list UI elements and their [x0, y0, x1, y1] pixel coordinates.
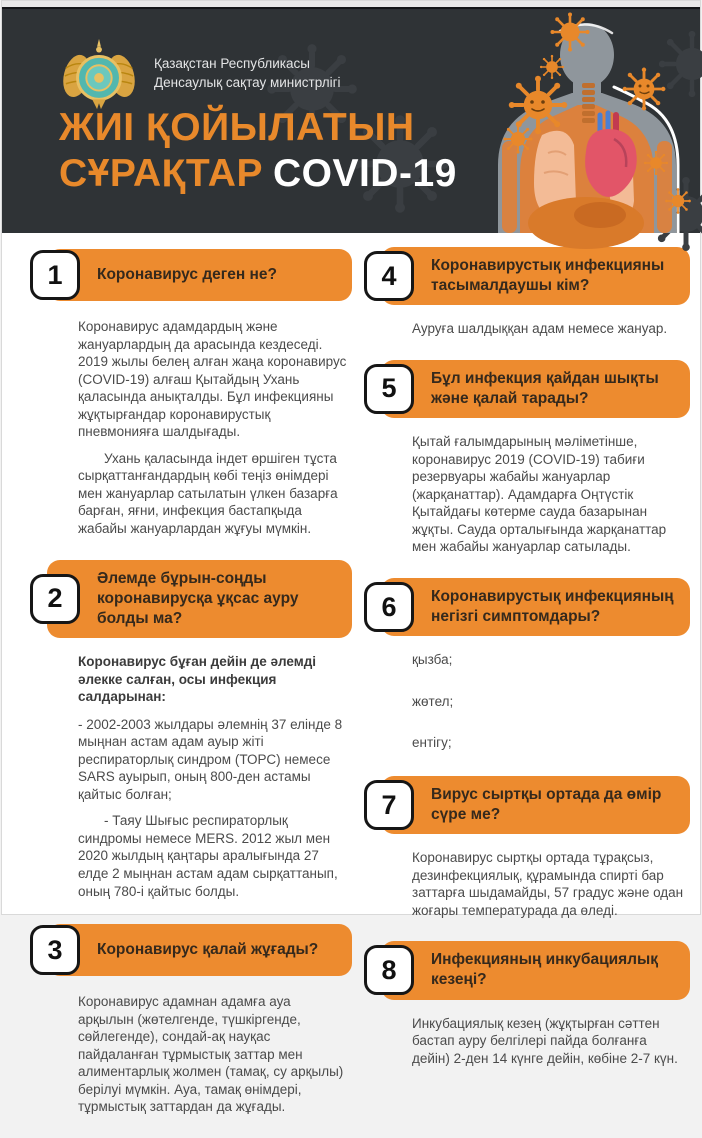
question-number: 2: [47, 583, 63, 614]
question-body: [364, 1015, 690, 1068]
left-column: [30, 247, 352, 1138]
answer-paragraph: - 2002-2003 жылдары әлемнің 37 елінде 8 мыңнан астам адам ауыр жіті респираторлық синдром (ТОРС) немесе SARS ауырып, оның 800-ден астамы қайтыс болған;: [78, 716, 343, 802]
right-column: [364, 247, 690, 1138]
question-header: [364, 776, 690, 834]
question-header: [364, 941, 690, 999]
question-section-6: [364, 578, 690, 752]
question-title: Бұл инфекция қайдан шықты және қалай тарады?: [431, 369, 659, 407]
question-body: [364, 433, 690, 556]
question-body: [364, 320, 690, 338]
question-title-bar: [381, 360, 690, 418]
question-number: 8: [381, 954, 397, 985]
answer-paragraph: Инкубациялық кезең (жұқтырған сәттен бастап ауру белгілері пайда болғанға дейін) 2-ден 14 күнге дейін, көбіне 2-7 күн.: [412, 1015, 678, 1066]
answer-paragraph: Коронавирус адамдардың және жануарлардың да арасында кездеседі. 2019 жылы белең алған жаңа коронавирус (COVID-19) алғаш Қытайдың Ухань қаласында анықталды. Бұл инфекцияны жұқтырғандар коронавирустық пневмонияға шалдығады.: [78, 319, 347, 440]
symptom-item: жөтел;: [412, 693, 454, 709]
question-number: 6: [381, 591, 397, 622]
ministry-line2: Денсаулық сақтау министрлігі: [154, 75, 341, 90]
question-number: 4: [381, 260, 397, 291]
question-section-4: [364, 247, 690, 338]
top-strip: [2, 1, 700, 9]
question-title: Инфекцияның инкубациялық кезеңі?: [431, 951, 659, 989]
question-title: Коронавирус қалай жұғады?: [97, 941, 319, 959]
question-number-badge: [364, 945, 414, 995]
question-number: 7: [381, 789, 397, 820]
question-title-bar: [381, 776, 690, 834]
answer-paragraph: Ауруға шалдыққан адам немесе жануар.: [412, 321, 668, 337]
title-line2-orange: СҰРАҚТАР: [59, 152, 263, 196]
answer-paragraph: Қытай ғалымдарының мәліметінше, коронавирус 2019 (COVID-19) табиғи резервуары жабайы жануарлар (жарқанаттар). Адамдарға Оңтүстік Қытайдағы көтерме сауда базарынан жұқты. Сауда орталығында жарқанаттар мен жабайы жануарлар сатылады.: [412, 434, 667, 555]
question-number-badge: [364, 582, 414, 632]
question-title: Коронавирустық инфекцияны тасымалдаушы кім?: [431, 257, 665, 295]
question-number-badge: [30, 574, 80, 624]
ministry-line1: Қазақстан Республикасы: [154, 56, 310, 72]
question-header: [364, 247, 690, 305]
answer-lead: Коронавирус бұған дейін де әлемді әлекке салған, осы инфекция салдарынан:: [78, 653, 317, 705]
question-title-bar: [47, 249, 352, 301]
question-title-bar: [47, 924, 352, 976]
question-body: [30, 653, 352, 900]
question-body: [364, 651, 690, 752]
title-line2: [59, 151, 457, 197]
question-title: Вирус сыртқы ортада да өмір сүре ме?: [431, 785, 662, 823]
poster-page: [1, 0, 701, 1115]
answer-paragraph: - Таяу Шығыс респираторлық синдромы немесе MERS. 2012 жыл мен 2020 жылдың қаңтары аралығында 27 елде 2 мыңнан астам адам сырқаттанып, оның 780-і қайтыс болды.: [78, 813, 338, 899]
question-title: Коронавирус деген не?: [97, 265, 277, 283]
question-body: [364, 849, 690, 919]
question-title-bar: [381, 941, 690, 999]
question-section-1: [30, 247, 352, 538]
question-number-badge: [30, 925, 80, 975]
question-section-5: [364, 360, 690, 556]
question-title-bar: [381, 578, 690, 636]
question-header: [30, 247, 352, 303]
answer-paragraph: Коронавирус сыртқы ортада тұрақсыз, дезинфекциялық, құрамында спирті бар заттарға шыдамайды, 57 градус және одан жоғары температурада да өледі.: [412, 850, 684, 918]
question-number: 5: [381, 373, 397, 404]
question-title-bar: [381, 247, 690, 305]
question-body: [30, 993, 352, 1116]
question-header: [364, 578, 690, 636]
question-number-badge: [364, 364, 414, 414]
question-section-7: [364, 776, 690, 919]
question-header: [364, 360, 690, 418]
brand-row: [60, 35, 341, 113]
ministry-name: [154, 55, 341, 93]
question-section-2: [30, 560, 352, 901]
faq-content: [2, 233, 700, 1138]
question-header: [30, 922, 352, 978]
symptom-item: ентігу;: [412, 735, 452, 751]
answer-paragraph: Коронавирус адамнан адамға ауа арқылын (жөтелгенде, түшкіргенде, сөйлегенде), сондай-ақ науқас пайдаланған тұрмыстық заттар мен алиментарлық жолмен (тамақ, су арқылы) берілуі мүмкін. Ауа, тамақ өнімдері, тұрмыстық заттардан да жұғады.: [78, 994, 344, 1115]
question-title: Әлемде бұрын-соңды коронавирусқа ұқсас ауру болды ма?: [97, 569, 299, 627]
kazakhstan-emblem-icon: [60, 35, 138, 113]
question-number-badge: [364, 780, 414, 830]
question-section-3: [30, 922, 352, 1116]
poster-title: [59, 105, 457, 197]
question-number-badge: [364, 251, 414, 301]
question-number-badge: [30, 250, 80, 300]
answer-paragraph: Ухань қаласында індет өршіген тұста сырқаттанғандардың көбі теңіз өнімдері мен жануарлар сатылатын үлкен базарға барған, яғни, инфекция бастапқыда жабайы жануарлардан жұғуы мүмкін.: [78, 450, 338, 537]
question-number: 1: [47, 259, 63, 290]
symptom-item: қызба;: [412, 652, 453, 668]
question-title-bar: [47, 560, 352, 638]
title-covid19: COVID-19: [272, 152, 457, 196]
question-number: 3: [47, 934, 63, 965]
question-body: [30, 318, 352, 538]
human-torso-illustration: [498, 13, 691, 250]
question-header: [30, 560, 352, 638]
title-line1: ЖИІ ҚОЙЫЛАТЫН: [59, 106, 415, 149]
question-title: Коронавирустық инфекцияның негізгі симптомдары?: [431, 587, 674, 626]
question-section-8: [364, 941, 690, 1067]
poster-header: [2, 9, 700, 233]
